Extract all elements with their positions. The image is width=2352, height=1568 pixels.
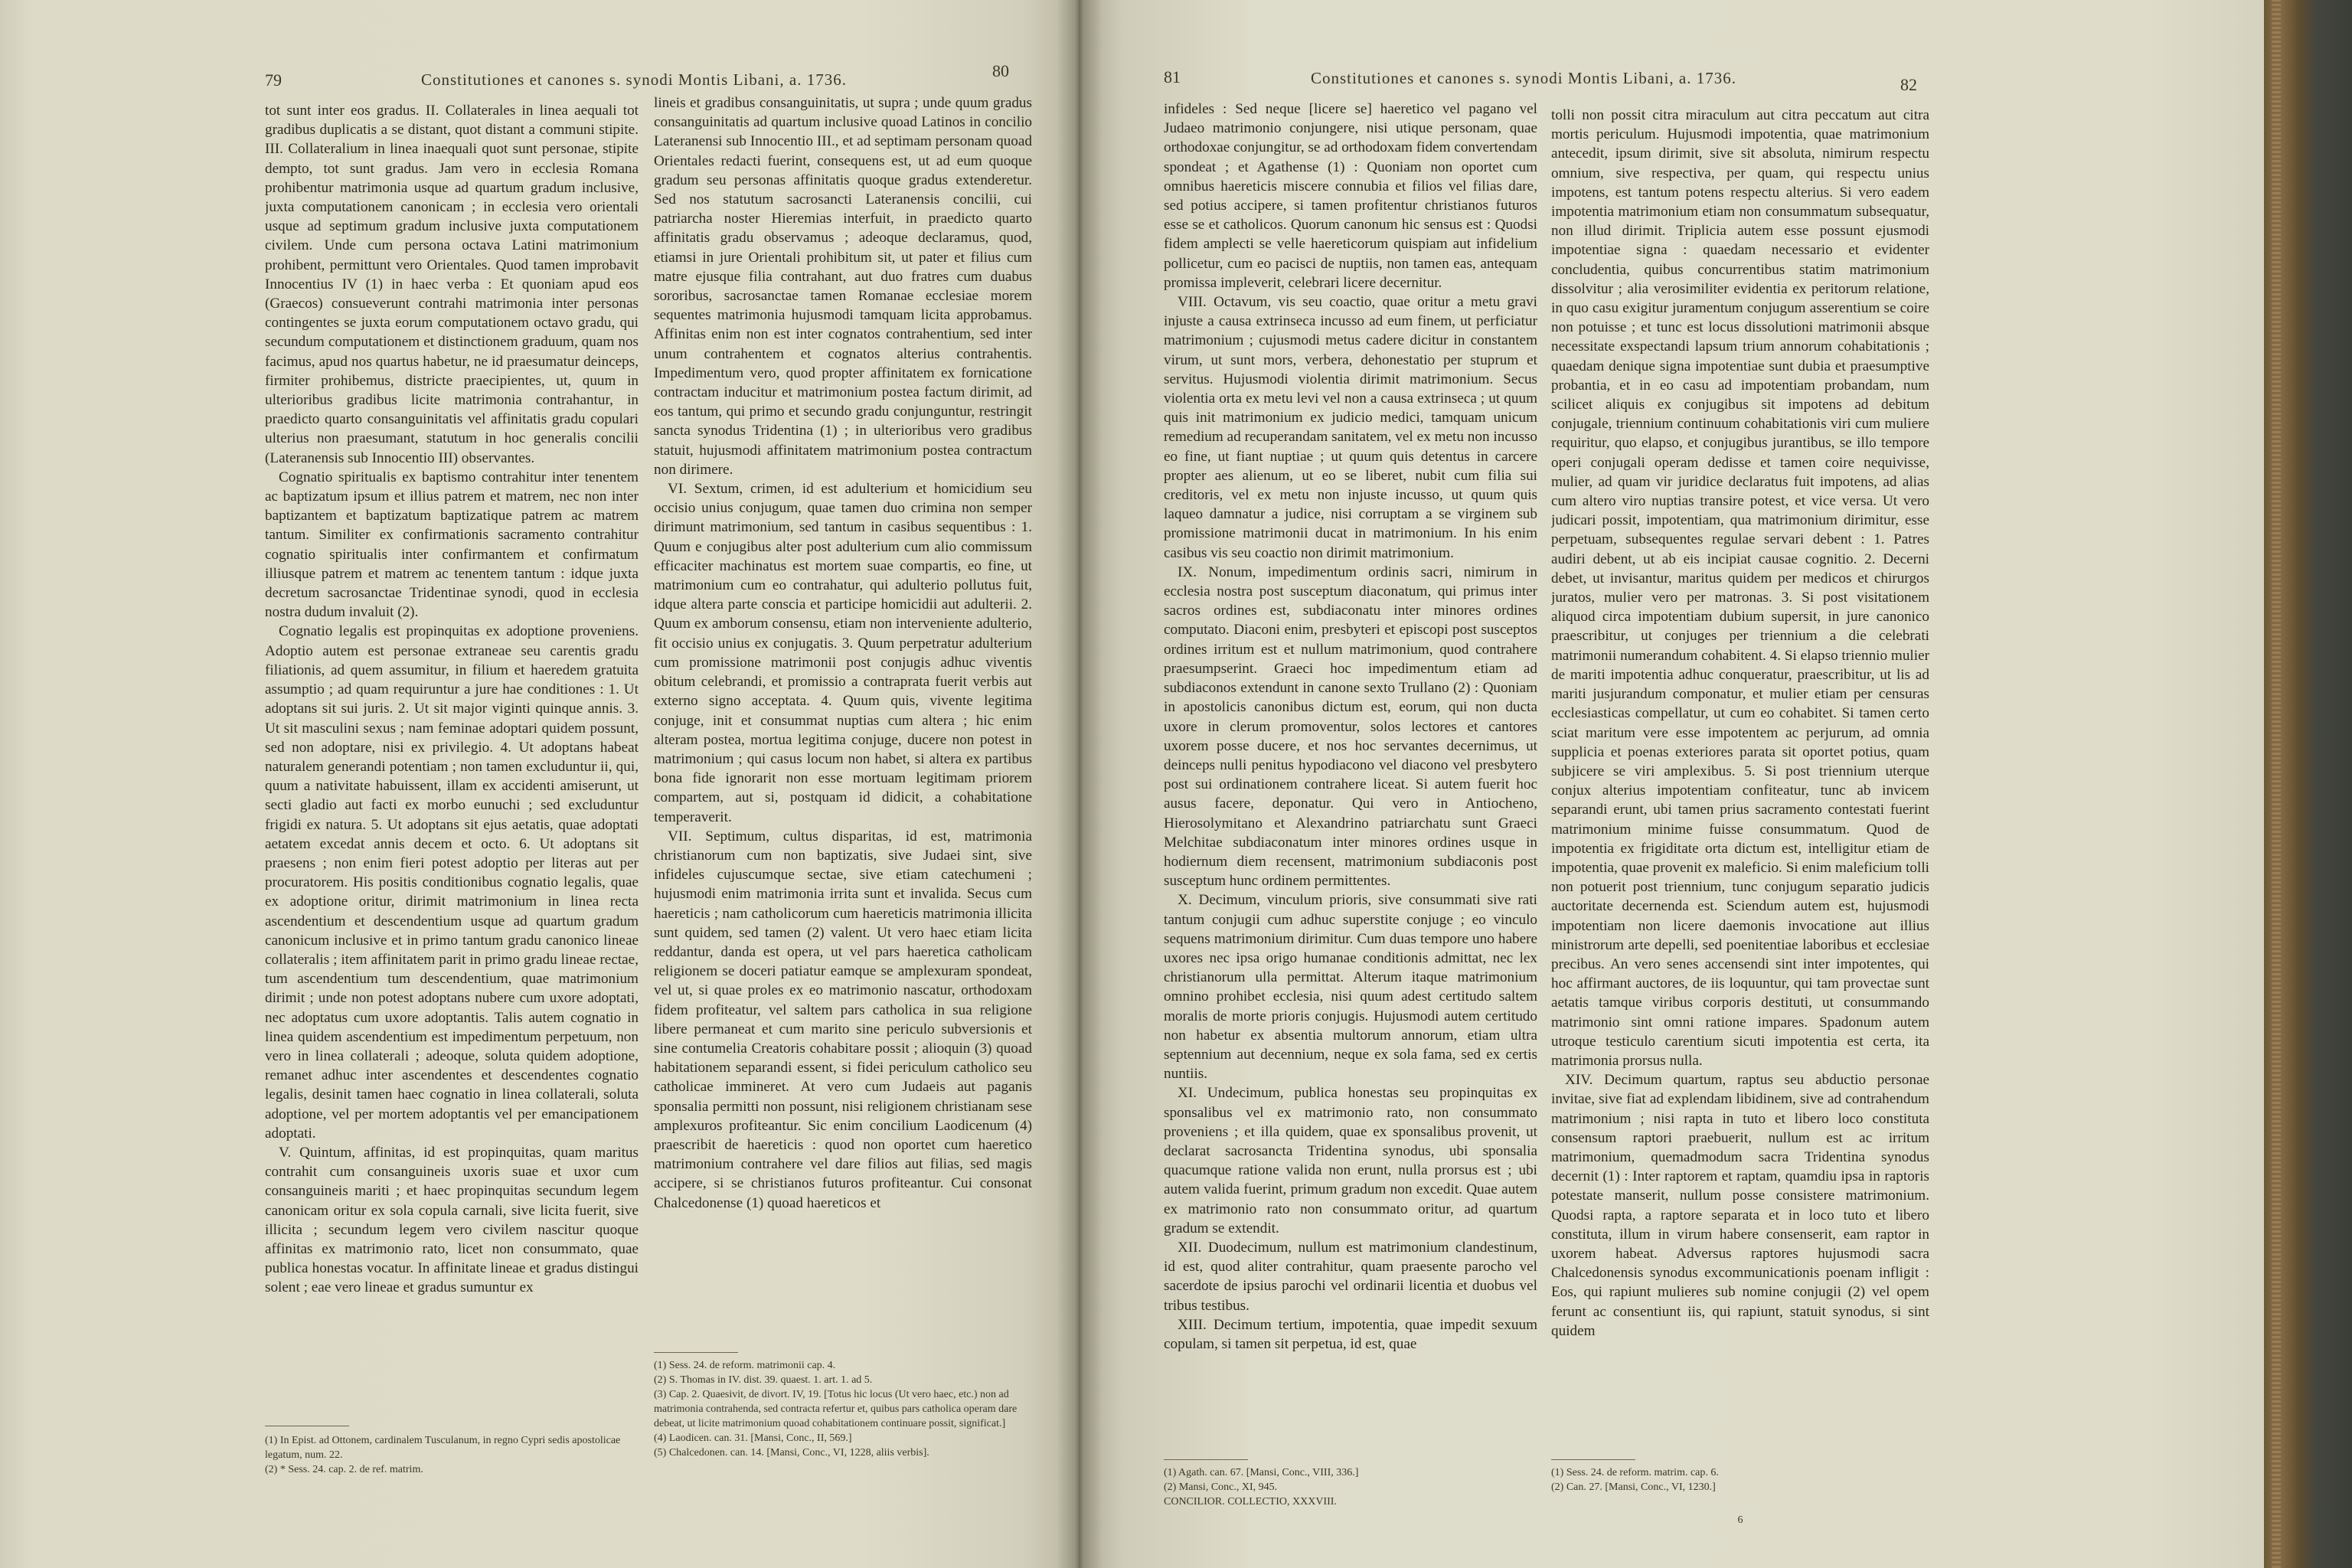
paragraph: VI. Sextum, crimen, id est adulterium et homicidium seu occisio unius conjugum, quae tamen duo crimina non semper dirimunt matrimonium, sed tantum in casibus sequentibus : 1. Quum e conjugibus alter post adulterium cum alio commissum efficaciter machinatus est mortem suae compartis, eo fine, ut matrimonium cum eo contrahatur, qui adulterio pollutus fuit, idque altera parte conscia et participe homicidii aut adulterii. 2. Quum ex amborum consensu, etiam non interveniente adulterio, fit occisio unius ex conjugatis. 3. Quum perpetratur adulterium cum promissione matrimonii post conjugis adhuc viventis obitum celebrandi, et promissio a contraprata fuerit verbis aut externo signo acceptata. 4. Quum quis, vivente legitima conjuge, init et consummat nuptias cum altera ; hic enim alteram postea, mortua legitima conjuge, ducere non potest in matrimonium ; qui casus locum non habet, si altera ex partibus bona fide ignorarit non esse mortuam legitimam priorem compartem, aut si, postquam id didicit, a cohabitatione temperaverit. <box>654 481 1032 825</box>
paragraph: VIII. Octavum, vis seu coactio, quae oritur a metu gravi injuste a causa extrinseca incusso ad eum finem, ut perficiatur matrimonium ; cujusmodi metus cadere dicitur in constantem virum, ut sunt mors, verbera, dehonestatio per stuprum et servitus. Hujusmodi violentia dirimit matrimonium. Secus violentia orta ex metu levi vel non a causa extrinseca ; ut quum quis init matrimonium ex judicio medici, tamquam unicum remedium ad recuperandam sanitatem, vel ex metu non incusso eo fine, ut fiant nuptiae ; ut quum quis detentus in carcere propter aes alienum, ut eo se liberet, nubit cum filia sui creditoris, vel ex metu non injuste incusso, ut quum quis laqueo damnatur a judice, nisi corruptam a se virginem sub promissione matrimonii ducat in matrimonium. In his enim casibus vis seu coactio non dirimit matrimonium. <box>1164 294 1537 561</box>
right-page-column-2 <box>1551 106 1929 1438</box>
footnotes-left-column-1 <box>265 1433 639 1494</box>
footnotes-left-column-2 <box>654 1358 1032 1511</box>
footnote: (2) S. Thomas in IV. dist. 39. quaest. 1. art. 1. ad 5. <box>654 1374 873 1386</box>
footnote: 6 <box>1737 1514 1743 1526</box>
paragraph: infideles : Sed neque [licere se] haeretico vel pagano vel Judaeo matrimonio conjungere, nisi utique personam, quae orthodoxae conjungitur, se ad orthodoxam fidem convertendam spondeat ; et Agathense (1) : Quoniam non oportet cum omnibus haereticis miscere connubia et filios vel filias dare, sed potius accipere, si tamen profitentur christianos futuros esse se et catholicos. Quorum canonum hic sensus est : Quodsi fidem amplecti se velle haereticorum quispiam aut infidelium pollicetur, cum eo pacisci de nuptiis, non tamen eas, antequam promissa impleverit, celebrari licere decernitur. <box>1164 101 1537 291</box>
footnote: (1) Sess. 24. de reform. matrimonii cap. 4. <box>654 1360 836 1371</box>
footnote-rule-left-2 <box>654 1352 738 1353</box>
footnote: (3) Cap. 2. Quaesivit, de divort. IV, 19. [Totus hic locus (Ut vero haec, etc.) non ad matrimonia contrahenda, sed contracta refertur et, quibus pars catholica operam dare debeat, ut licite matrimonium quoad cohabitationem continuare possit, significat.] <box>654 1389 1018 1429</box>
book-fore-edge <box>2264 0 2352 1568</box>
paragraph: XIII. Decimum tertium, impotentia, quae impedit sexuum copulam, si tamen sit perpetua, id est, quae <box>1164 1316 1537 1352</box>
paragraph: XII. Duodecimum, nullum est matrimonium clandestinum, id est, quod aliter contrahitur, quam praesente parocho vel sacerdote de ipsius parochi vel ordinarii licentia et duobus vel tribus testibus. <box>1164 1239 1537 1314</box>
paragraph: Cognatio spiritualis ex baptismo contrahitur inter tenentem ac baptizatum ipsum et illius patrem et matrem, nec non inter baptizantem et baptizatum baptizatique patrem ac matrem tantum. Similiter ex confirmationis sacramento contrahitur cognatio spiritualis inter confirmantem et confirmatum illiusque patrem et matrem ac tenentem tantum : idque juxta decretum sacrosanctae Tridentinae synodi, quod in ecclesia nostra dudum invaluit (2). <box>265 469 639 621</box>
footnote: (2) Mansi, Conc., XI, 945. <box>1164 1481 1278 1493</box>
paragraph: VII. Septimum, cultus disparitas, id est, matrimonia christianorum cum non baptizatis, sive Judaei sint, sive infideles cujuscumque sectae, sive etiam catechumeni ; hujusmodi enim matrimonia irrita sunt et invalida. Secus cum haereticis ; nam catholicorum cum haereticis matrimonia illicita sunt quidem, sed tamen (2) valent. Ut vero haec etiam licita reddantur, danda est opera, ut vel pars haeretica catholicam religionem se doceri patiatur eamque se amplexuram spondeat, vel ut, si quae proles ex eo matrimonio nascatur, orthodoxam fidem profiteatur, vel saltem pars catholica in sua religione libere permaneat et cum marito sine periculo subversionis et sine contumelia Creatoris cohabitare possit ; alioquin (3) quoad habitationem separandi essent, si fidei periculum catholico seu catholicae immineret. At vero cum Judaeis aut paganis sponsalia permitti non possunt, nisi religionem christianam sese amplexuros profiteantur. Sic enim concilium Laodicenum (4) praescribit de haereticis : quod non oportet cum haeretico matrimonium contrahere vel dare filios aut filias, sed magis accipere, si se christianos futuros profiteantur. Cui consonat Chalcedonense (1) quoad haereticos et <box>654 828 1032 1211</box>
page-number-82: 82 <box>1900 75 1917 94</box>
footnote: (2) Can. 27. [Mansi, Conc., VI, 1230.] <box>1551 1481 1716 1493</box>
page-number-80: 80 <box>992 61 1009 80</box>
paragraph: tot sunt inter eos gradus. II. Collaterales in linea aequali tot gradibus duplicatis a se distant, quot distant a communi stipite. III. Collateralium in linea inaequali quot sunt personae, stipite dempto, tot sunt gradus. Jam vero in ecclesia Romana prohibentur matrimonia usque ad quartum gradum inclusive, juxta computationem canonicam ; in ecclesia vero orientali usque ad septimum gradum inclusive juxta computationem civilem. Unde cum persona octava Latini matrimonium prohibent, permittunt vero Orientales. Quod tamen improbavit Innocentius IV (1) in haec verba : Et quoniam apud eos (Graecos) consueverunt contrahi matrimonia inter personas contingentes se juxta eorum computationem octavo gradu, qui secundum computationem et distinctionem graduum, quam nos facimus, apud nos quartus habetur, ne id praesumatur deinceps, firmiter prohibemus, districte praecipientes, ut, quum in ulterioribus gradibus licite matrimonia contrahantur, in praedicto quarto consanguinitatis vel affinitatis gradu copulari ulterius non praesumant, statutum in hoc generalis concilii (Lateranensis sub Innocentio III) observantes. <box>265 103 639 466</box>
footnote: (1) In Epist. ad Ottonem, cardinalem Tusculanum, in regno Cypri sedis apostolicae legatum, num. 22. <box>265 1435 621 1461</box>
footnote: CONCILIOR. COLLECTIO, XXXVIII. <box>1164 1496 1337 1508</box>
footnote-rule-right-2 <box>1551 1459 1635 1460</box>
footnote: (4) Laodicen. can. 31. [Mansi, Conc., II, 569.] <box>654 1432 852 1444</box>
book-gutter <box>1057 0 1102 1568</box>
footnote: (2) * Sess. 24. cap. 2. de ref. matrim. <box>265 1464 423 1475</box>
footnote: (5) Chalcedonen. can. 14. [Mansi, Conc., VI, 1228, aliis verbis]. <box>654 1447 929 1459</box>
paragraph: V. Quintum, affinitas, id est propinquitas, quam maritus contrahit cum consanguineis uxoris suae et uxor cum consanguineis mariti ; et haec propinquitas secundum legem canonicam oritur ex sola copula carnali, sive licita fuerit, sive illicita ; secundum legem vero civilem nascitur quoque affinitas ex matrimonio rato, licet non consummato, quae publica honestas vocatur. In affinitate lineae et gradus distingui solent ; eae vero lineae et gradus sumuntur ex <box>265 1144 639 1296</box>
paragraph: XI. Undecimum, publica honestas seu propinquitas ex sponsalibus vel ex matrimonio rato, non consummato proveniens ; et illa quidem, quae ex sponsalibus provenit, ut declarat sacrosancta Tridentina synodus, ubi sponsalia quacumque ratione valida non erunt, nulla prorsus est ; ubi autem valida fuerint, primum gradum non excedit. Quae autem ex matrimonio rato non consummato oritur, ad quartum gradum se extendit. <box>1164 1085 1537 1236</box>
page-number-81: 81 <box>1164 67 1181 87</box>
paragraph: IX. Nonum, impedimentum ordinis sacri, nimirum in ecclesia nostra post susceptum diaconatum, qui primus inter sacros ordines est, subdiaconatu inter minores ordines computato. Diaconi enim, presbyteri et episcopi post susceptos ordines irritum est et nullum matrimonium, quod contrahere praesumpserint. Graeci hoc impedimentum etiam ad subdiaconos extendunt in canone sexto Trullano (2) : Quoniam in apostolicis canonibus dictum est, eorum, qui non ducta uxore in clerum promoventur, solos lectores et cantores uxorem posse ducere, et nos hoc servantes decernimus, ut deinceps nulli penitus hypodiacono vel diacono vel presbytero post sui ordinationem contrahere liceat. Si autem fuerit hoc ausus facere, deponatur. Qui vero in Antiocheno, Hierosolymitano et Alexandrino patriarchatu sunt Graeci Melchitae subdiaconatum inter minores ordines usque in hodiernum diem recensent, matrimonium subdiaconis post susceptum hunc ordinem permittentes. <box>1164 564 1537 890</box>
footnote: (1) Agath. can. 67. [Mansi, Conc., VIII, 336.] <box>1164 1467 1359 1478</box>
paragraph: tolli non possit citra miraculum aut citra peccatum aut citra mortis periculum. Hujusmodi impotentia, quae matrimonium antecedit, ipsum dirimit, sive sit absoluta, nimirum respectu omnium, sive respectiva, per quam, qui respectu unius impotens, est tantum potens respectu alterius. Si vero eadem impotentia matrimonium etiam non consummatum subsequatur, non illud dirimit. Triplicia autem esse possunt ejusmodi impotentiae signa : quaedam necessario et evidenter concludentia, quibus concurrentibus statim matrimonium dissolvitur ; alia verosimiliter evidentia ex peritorum relatione, in quo casu exigitur juramentum conjugum asserentium se coire non potuisse ; et tunc est locus dissolutioni matrimonii absque necessitate exspectandi lapsum trium annorum cohabitationis ; quaedam denique signa impotentiae sunt dubia et praesumptive probantia, et in eo casu ad impotentiam probandam, num scilicet aliquis ex conjugibus sit impotens ad debitum conjugale, triennium continuum cohabitationis viri cum muliere requiritur, quo elapso, et conjugibus jurantibus, se illo tempore operi conjugali operam dedisse et tamen coire nequivisse, mulier, ad quam vir juridice declaratus fuit impotens, ad alias cum altero viro nuptias transire potest, et vice versa. Ut vero judicari possit, impotentiam, qua matrimonium dirimitur, esse perpetuam, subsequentes regulae servari debent : 1. Patres audiri debent, ut ab eis incipiat causae cognitio. 2. Decerni debet, ut invisantur, maritus quidem per medicos et chirurgos juratos, mulier vero per matronas. 3. Si post visitationem aliquod circa impotentiam dubium supersit, in jure canonico praescribitur, ut conjuges per triennium a die celebrati matrimonii numerandum cohabitent. 4. Si elapso triennio mulier de mariti impotentia adhuc conqueratur, praescribitur, ut lis ad mariti jusjurandum componatur, et mulier etiam per censuras ecclesiasticas compellatur, ut cum eo cohabitet. Si tamen certo sciat maritum vere esse impotentem ac perjurum, ad omnia supplicia et poenas exteriores parata sit oportet potius, quam subjicere se viri amplexibus. 5. Si post triennium uterque conjux alterius impotentiam confiteatur, tunc ab invicem separandi erunt, ubi tamen prius sacramento contestati fuerint matrimonium minime fuisse consummatum. Quod de impotentia ex frigiditate orta dictum est, intelligitur etiam de impotentia, quae provenit ex maleficio. Si enim maleficium tolli non potuerit post triennium, tunc conjugum separatio judicis auctoritate decernenda est. Sciendum autem est, hujusmodi impotentiam non licere daemonis invocatione aut illius ministrorum arte depelli, sed poenitentiae laboribus et ecclesiae precibus. An vero senes accensendi sint inter impotentes, qui hoc affirmant auctores, de iis loquuntur, qui tam provectae sunt aetatis tamque viribus corporis destituti, ut consummando matrimonio sint omni ratione impares. Spadonum autem utroque testiculo carentium sicuti impotentia est certa, ita matrimonia prorsus nulla. <box>1551 107 1929 1069</box>
right-page-column-1 <box>1164 100 1537 1432</box>
paragraph: lineis et gradibus consanguinitatis, ut supra ; unde quum gradus consanguinitatis ad quartum inclusive quoad Latinos in concilio Lateranensi sub Innocentio III., et ad septimam personam quoad Orientales redacti fuerint, consequens est, ut ad eum quoque gradum seu personas affinitatis quoque gradus extenderetur. Sed nos statutum sacrosancti Lateranensis concilii, cui patriarcha noster Hieremias interfuit, in praedicto quarto affinitatis gradu observamus ; adeoque declaramus, quod, etiamsi in jure Orientali prohibitum sit, ut pater et filius cum matre ejusque filia contrahant, aut duo fratres cum duabus sororibus, sacrosanctae tamen Romanae ecclesiae morem sequentes matrimonia hujusmodi tamquam licita approbamus. Affinitas enim non est inter cognatos contrahentium, sed inter unum contrahentem et cognatos alterius contrahentis. Impedimentum vero, quod propter affinitatem ex fornicatione contractam inducitur et matrimonium postea factum dirimit, ad eos tantum, qui primo et secundo gradu conjunguntur, restringit sancta synodus Tridentina (1) ; in ulterioribus vero gradibus statuit, hujusmodi affinitatem matrimonium postea contractum non dirimere. <box>654 95 1032 478</box>
running-head-right: Constitutiones et canones s. synodi Montis Libani, a. 1736. <box>1311 69 1736 87</box>
footnotes-right-column-2 <box>1551 1465 1929 1550</box>
running-head-left: Constitutiones et canones s. synodi Montis Libani, a. 1736. <box>421 70 847 89</box>
footnote: (1) Sess. 24. de reform. matrim. cap. 6. <box>1551 1467 1719 1478</box>
page-number-79: 79 <box>265 70 282 90</box>
paragraph: XIV. Decimum quartum, raptus seu abductio personae invitae, sive fiat ad explendam libidinem, sive ad contrahendum matrimonium ; nisi rapta in tuto et libero loco constituta consensum raptori praebuerit, nullum est ac irritum matrimonium, quemadmodum sacra Tridentina synodus decernit (1) : Inter raptorem et raptam, quamdiu ipsa in raptoris potestate manserit, nullum posse consistere matrimonium. Quodsi rapta, a raptore separata et in loco tuto et libero constituta, illum in virum habere consenserit, eam raptor in uxorem habeat. Adversus raptores hujusmodi sacra Chalcedonensis synodus excommunicationis poenam infligit : Eos, qui rapiunt mulieres sub nomine conjugii (2) vel opem ferunt ac consentiunt iis, qui rapiunt, statuit synodus, si sint quidem <box>1551 1072 1929 1339</box>
left-page-column-2 <box>654 93 1032 1341</box>
paragraph: Cognatio legalis est propinquitas ex adoptione proveniens. Adoptio autem est personae extraneae seu carentis gradu filiationis, ad quem assumitur, in filium et haeredem gratuita assumptio ; ad quam requiruntur a jure hae conditiones : 1. Ut adoptans sit sui juris. 2. Ut sit major viginti quinque annis. 3. Ut sit masculini sexus ; nam feminae adoptari quidem possunt, sed non adoptare, nisi ex privilegio. 4. Ut adoptans habeat naturalem generandi potentiam ; non tamen excluduntur ii, qui, quum a nativitate habuissent, illam ex accidenti amiserunt, ut secti gladio aut facti ex morbo eunuchi ; sed excluduntur frigidi ex natura. 5. Ut adoptans sit ejus aetatis, quae adoptati aetatem excedat annis decem et octo. 6. Ut adoptans sit praesens ; non enim fieri potest adoptio per literas aut per procuratorem. His positis conditionibus cognatio legalis, quae ex adoptione oritur, dirimit matrimonium in linea recta ascendentium et descendentium usque ad quartum gradum canonicum inclusive et in primo tantum gradu canonico lineae collateralis ; item affinitatem parit in primo gradu lineae rectae, tum ascendentium tum descendentium, quae matrimonium dirimit ; unde non potest adoptans nubere cum uxore adoptati, nec adoptatus cum uxore adoptantis. Talis autem cognatio in linea quidem ascendentium est impedimentum perpetuum, non vero in linea collaterali ; adeoque, soluta quidem adoptione, remanet adhuc inter ascendentes et descendentes cognatio legalis, desinit tamen haec cognatio in linea collaterali, soluta adoptione, vel per mortem adoptantis vel per emancipationem adoptati. <box>265 623 639 1142</box>
footnotes-right-column-1 <box>1164 1465 1537 1534</box>
left-page-column-1 <box>265 101 639 1403</box>
footnote-rule-right-1 <box>1164 1459 1248 1460</box>
paragraph: X. Decimum, vinculum prioris, sive consummati sive rati tantum conjugii cum adhuc superstite conjuge ; eo vinculo sequens matrimonium dirimitur. Cum duas tempore uno habere uxores nec ipsa origo humanae conditionis admittat, nec lex christianorum ulla permittat. Alterum itaque matrimonium omnino prohibet ecclesia, nisi quum adest certitudo saltem moralis de morte prioris conjugis. Hujusmodi autem certitudo non habetur ex absentia multorum annorum, etiam ultra septennium aut decennium, neque ex sola fama, sed ex certis nuntiis. <box>1164 892 1537 1083</box>
